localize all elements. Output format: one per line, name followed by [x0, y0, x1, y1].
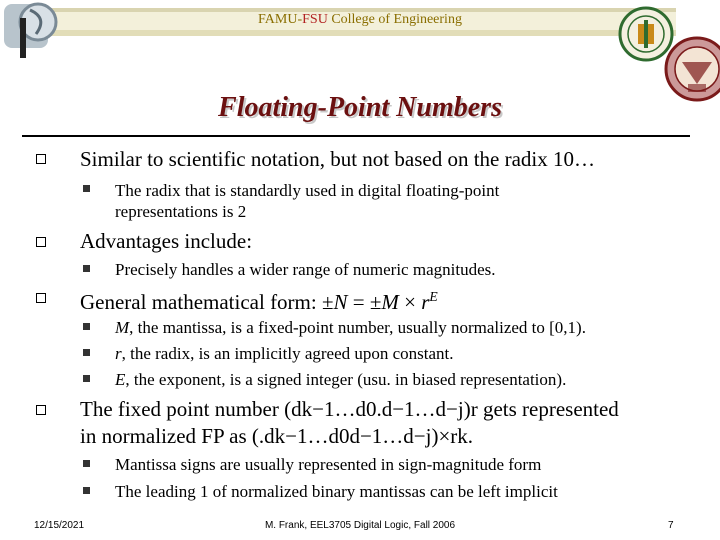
bullet-text: Advantages include:	[80, 229, 253, 253]
sub-bullet-text: representations is 2	[115, 202, 247, 221]
sub-bullet-text: Precisely handles a wider range of numeric magnitudes.	[115, 260, 496, 279]
sub-bullet-icon	[83, 323, 90, 330]
sub-bullet-text: The leading 1 of normalized binary mantissas can be left implicit	[115, 482, 558, 501]
sub-bullet-text: r, the radix, is an implicitly agreed upon constant.	[115, 344, 454, 363]
sub-bullet-icon	[83, 265, 90, 272]
sub-bullet-icon	[83, 185, 90, 192]
sub-bullet-icon	[83, 349, 90, 356]
bullet-square-icon	[36, 154, 46, 164]
page-number: 7	[668, 520, 674, 531]
college-logo-icon	[0, 0, 80, 60]
sub-bullet-icon	[83, 487, 90, 494]
slide-title: Floating-Point Numbers	[218, 92, 502, 123]
title-divider	[22, 135, 690, 137]
footer-date: 12/15/2021	[34, 520, 85, 531]
bullet-square-icon	[36, 405, 46, 415]
footer-caption: M. Frank, EEL3705 Digital Logic, Fall 2006	[264, 520, 456, 531]
bullet-square-icon	[36, 293, 46, 303]
sub-bullet-icon	[83, 460, 90, 467]
sub-bullet-icon	[83, 375, 90, 382]
bullet-text: in normalized FP as (.dk−1…d0d−1…d−j)×rk.	[80, 424, 474, 448]
sub-bullet-text: M, the mantissa, is a fixed-point number, usually normalized to [0,1).	[115, 318, 586, 337]
header-title: FAMU-FSU College of Engineering	[258, 12, 462, 27]
bullet-text: Similar to scientific notation, but not based on the radix 10…	[80, 147, 595, 171]
bullet-text: General mathematical form: $\pm N = \pm M \times r^E$	[80, 289, 438, 314]
sub-bullet-text: Mantissa signs are usually represented in sign-magnitude form	[115, 455, 542, 474]
sub-bullet-text: The radix that is standardly used in digital floating-point	[115, 181, 500, 200]
sub-bullet-text: E, the exponent, is a signed integer (usu. in biased representation).	[115, 370, 567, 389]
bullet-square-icon	[36, 237, 46, 247]
bullet-text: The fixed point number (dk−1…d0.d−1…d−j)r gets represented	[80, 397, 619, 421]
